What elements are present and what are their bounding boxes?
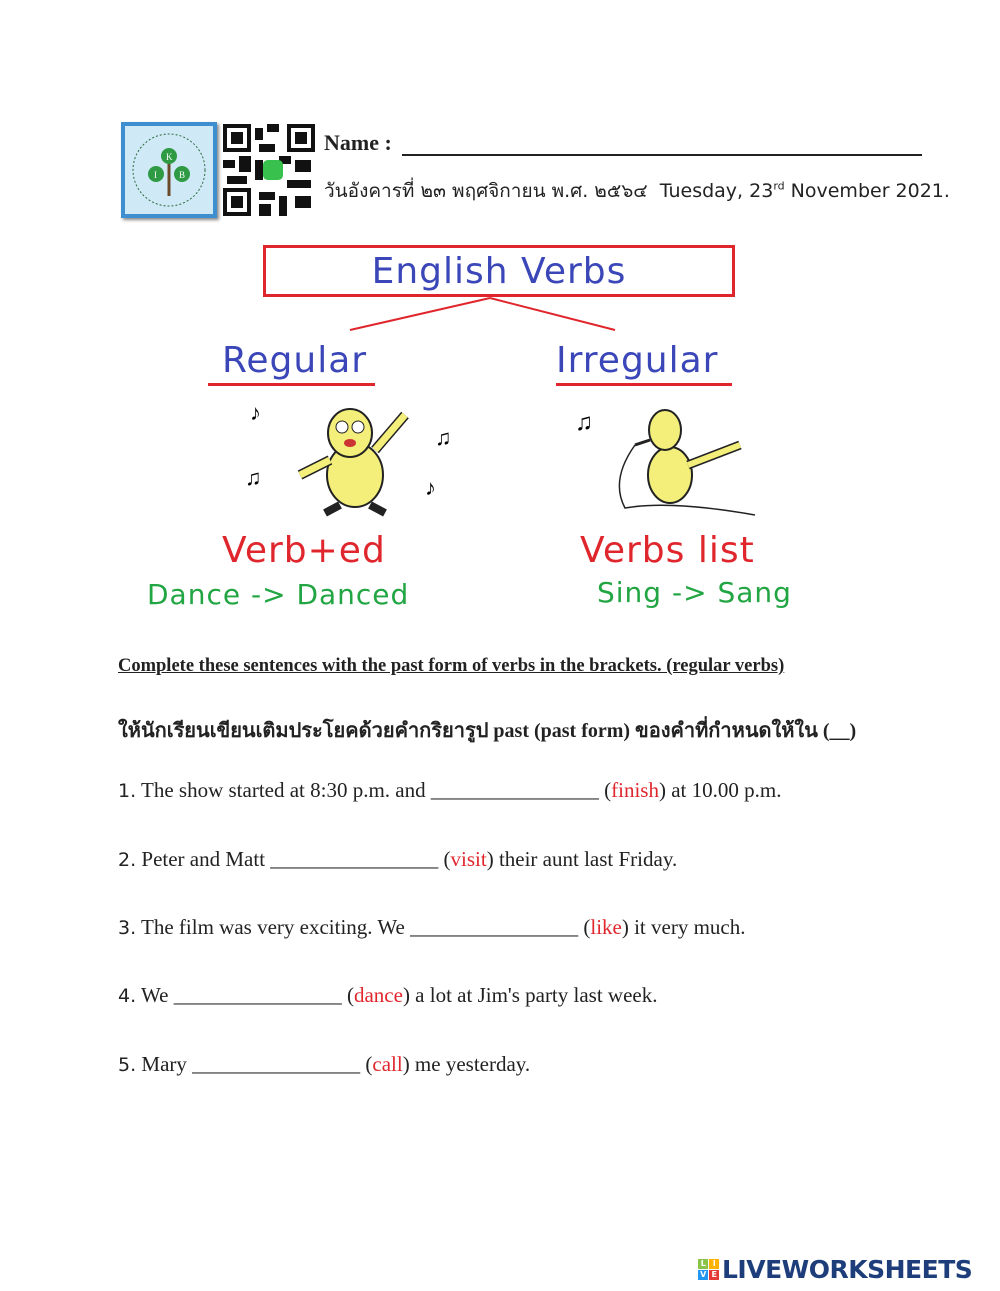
irregular-rule: Verbs list <box>580 530 755 571</box>
regular-rule: Verb+ed <box>222 530 386 571</box>
svg-text:I: I <box>154 170 157 180</box>
sentence-2[interactable]: 2. Peter and Matt ________________ (visit) their aunt last Friday. <box>118 847 678 871</box>
regular-heading: Regular <box>208 340 375 386</box>
sentence-3[interactable]: 3. The film was very exciting. We ________________ (like) it very much. <box>118 915 746 939</box>
svg-text:B: B <box>179 170 186 180</box>
instructions-english: Complete these sentences with the past form of verbs in the brackets. (regular verbs) <box>118 656 785 676</box>
svg-text:♫: ♫ <box>435 425 452 450</box>
diagram-connector-lines <box>0 0 1000 640</box>
svg-text:K: K <box>166 152 173 162</box>
irregular-example: Sing -> Sang <box>597 576 792 609</box>
date-thai: วันอังคารที่ ๒๓ พฤศจิกายน พ.ศ. ๒๕๖๔ <box>324 180 648 202</box>
liveworksheets-logo[interactable] <box>698 1255 972 1284</box>
singing-character-image <box>570 400 760 520</box>
svg-text:♪: ♪ <box>425 475 436 500</box>
svg-text:♫: ♫ <box>245 465 262 490</box>
svg-text:♫: ♫ <box>575 410 593 436</box>
regular-example: Dance -> Danced <box>147 578 410 611</box>
svg-text:♪: ♪ <box>250 400 261 425</box>
diagram-title: English Verbs <box>263 245 735 297</box>
sentence-4[interactable]: 4. We ________________ (dance) a lot at Jim's party last week. <box>118 983 658 1007</box>
sentence-1[interactable]: 1. The show started at 8:30 p.m. and ________________ (finish) at 10.00 p.m. <box>118 778 782 802</box>
date-english: Tuesday, 23rd November 2021. <box>659 179 950 202</box>
sentence-5[interactable]: 5. Mary ________________ (call) me yesterday. <box>118 1052 531 1076</box>
name-label: Name : <box>324 130 392 155</box>
irregular-heading: Irregular <box>556 340 732 386</box>
instructions-thai: ให้นักเรียนเขียนเติมประโยคด้วยคำกริยารูป past (past form) ของคำที่กำหนดให้ใน (__) <box>118 720 857 742</box>
dancing-character-image <box>240 395 470 520</box>
brand-name: LIVEWORKSHEETS <box>722 1255 973 1284</box>
live-icon: L I V E <box>698 1259 719 1280</box>
